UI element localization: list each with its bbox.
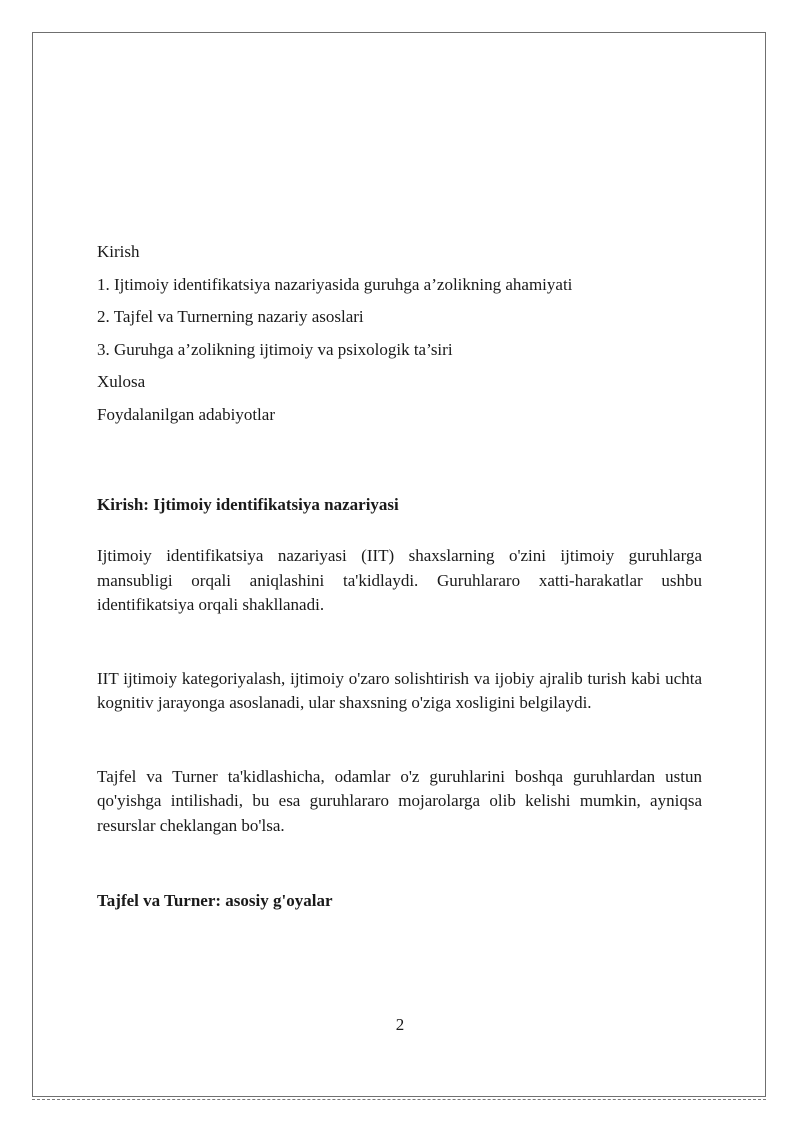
table-of-contents: [97, 236, 702, 431]
paragraph: IIT ijtimoiy kategoriyalash, ijtimoiy o'zaro solishtirish va ijobiy ajralib turish kabi uchta kognitiv jarayonga asoslanadi, ular shaxsning o'ziga xosligini belgilaydi.: [97, 668, 702, 712]
toc-item: Foydalanilgan adabiyotlar: [97, 404, 275, 424]
toc-item: Kirish: [97, 242, 140, 261]
toc-item: 2. Tajfel va Turnerning nazariy asoslari: [97, 307, 364, 326]
toc-item: Xulosa: [97, 372, 146, 391]
section-heading: Kirish: Ijtimoiy identifikatsiya nazariyasi: [97, 495, 399, 514]
toc-item: 3. Guruhga a’zolikning ijtimoiy va psixologik ta’siri: [97, 339, 453, 359]
paragraph: Tajfel va Turner ta'kidlashicha, odamlar o'z guruhlarini boshqa guruhlardan ustun qo'yishga intilishadi, bu esa guruhlararo mojarolarga olib kelishi mumkin, ayniqsa resurslar cheklangan bo'lsa.: [97, 766, 702, 835]
page-number: 2: [395, 1015, 405, 1034]
paragraph: Ijtimoiy identifikatsiya nazariyasi (IIT) shaxslarning o'zini ijtimoiy guruhlarga mansubligi orqali aniqlashini ta'kidlaydi. Guruhlararo xatti-harakatlar ushbu identifikatsiya orqali shakllanadi.: [97, 546, 702, 614]
section-heading: Tajfel va Turner: asosiy g'oyalar: [97, 891, 333, 910]
toc-item: 1. Ijtimoiy identifikatsiya nazariyasida guruhga a’zolikning ahamiyati: [97, 274, 573, 294]
page-content: [97, 236, 702, 913]
